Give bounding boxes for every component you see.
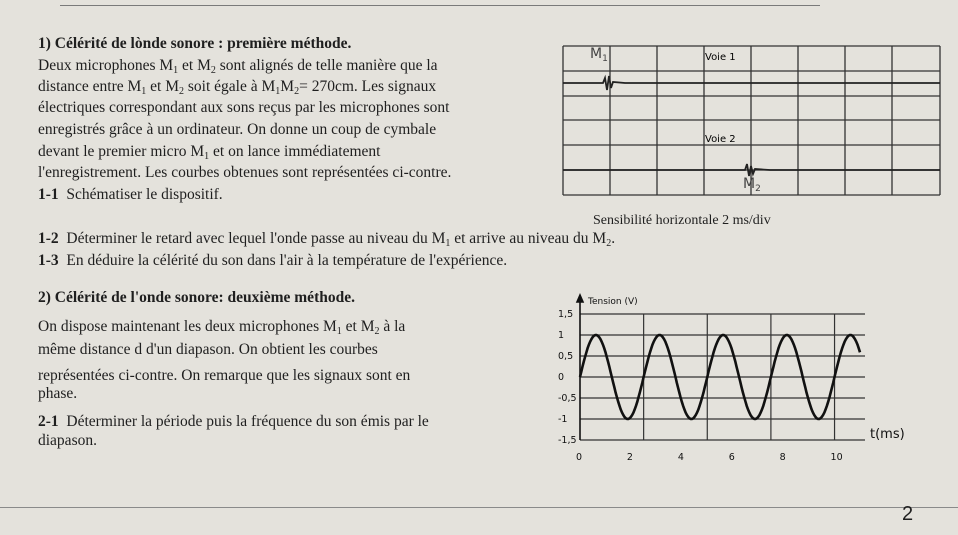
y-tick-label: -0,5: [558, 393, 577, 404]
q12: 1-2 Déterminer le retard avec lequel l'onde passe au niveau du $M_1$ et arrive au niveau du $M_2$.: [38, 230, 616, 249]
voie2-label: Voie 2: [705, 134, 736, 145]
x-tick-label: 8: [779, 452, 786, 463]
q11: 1-1 Schématiser le dispositif.: [38, 186, 223, 203]
x-tick-label: 0: [576, 452, 583, 463]
y-axis-arrow: [577, 295, 583, 302]
y-tick-label: 1,5: [558, 309, 574, 320]
m2-mark: $M_2$: [743, 176, 761, 194]
y-tick-label: 1: [558, 330, 565, 341]
scope-caption: Sensibilité horizontale 2 ms/div: [593, 213, 771, 228]
tension-chart: [530, 292, 920, 477]
s1-line3: électriques correspondant aux sons reçus par les microphones sont: [38, 99, 450, 116]
s2-line3: représentées ci-contre. On remarque que les signaux sont en: [38, 367, 411, 384]
x-tick-label: 4: [677, 452, 684, 463]
oscilloscope-screen: [555, 38, 958, 213]
y-tick-label: -1,5: [558, 435, 577, 446]
x-tick-label: 2: [626, 452, 633, 463]
s1-line2: distance entre $M_1$ et $M_2$ soit égale à $M_1M_2= 270cm$. Les signaux: [38, 78, 437, 97]
y-axis-label: Tension (V): [588, 297, 638, 307]
top-rule: [60, 5, 820, 6]
s2-line1: On dispose maintenant les deux microphones $M_1$ et $M_2$ à la: [38, 318, 406, 337]
m1-mark: $M_1$: [590, 46, 608, 64]
x-axis-label: t(ms): [870, 427, 905, 442]
bottom-rule: [0, 507, 958, 508]
y-tick-label: -1: [558, 414, 568, 425]
y-tick-label: 0,5: [558, 351, 574, 362]
q21: 2-1 Déterminer la période puis la fréquence du son émis par le: [38, 413, 429, 430]
s1-line5: devant le premier micro $M_1$ et on lance immédiatement: [38, 143, 381, 162]
x-tick-label: 6: [728, 452, 735, 463]
q21-cont: diapason.: [38, 432, 97, 449]
x-tick-label: 10: [830, 452, 843, 463]
s2-line2: même distance d d'un diapason. On obtient les courbes: [38, 341, 378, 358]
voie1-label: Voie 1: [705, 52, 736, 63]
s1-line6: l'enregistrement. Les courbes obtenues sont représentées ci-contre.: [38, 164, 452, 181]
section1-title: 1) Célérité de lònde sonore : première méthode.: [38, 35, 352, 52]
section2-title: 2) Célérité de l'onde sonore: deuxième méthode.: [38, 289, 355, 306]
q13: 1-3 En déduire la célérité du son dans l'air à la température de l'expérience.: [38, 252, 508, 269]
y-tick-label: 0: [558, 372, 565, 383]
s1-line1: Deux microphones $M_1$ et $M_2$ sont alignés de telle manière que la: [38, 57, 438, 76]
page-number: 2: [902, 503, 914, 525]
s1-line4: enregistrés grâce à un ordinateur. On donne un coup de cymbale: [38, 121, 437, 138]
s2-line4: phase.: [38, 385, 78, 402]
